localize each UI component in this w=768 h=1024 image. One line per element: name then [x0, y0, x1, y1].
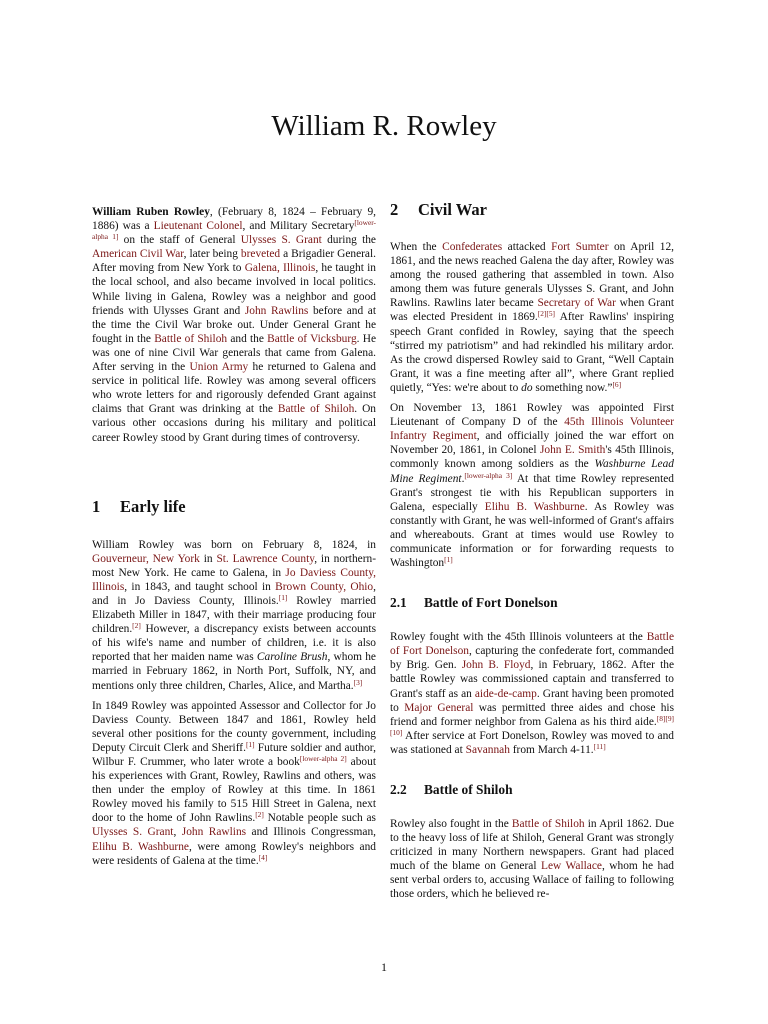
text: . [461, 472, 465, 485]
text: After service at Fort Donelson, Rowley was moved to and was stationed at [390, 729, 674, 756]
page-number: 1 [381, 960, 387, 974]
text: Notable people such as [263, 812, 376, 825]
text: When the [390, 241, 443, 253]
text: . Grant having been promoted to [390, 687, 674, 714]
footnote-ref[interactable]: [lower-alpha 2] [299, 754, 347, 763]
subsection-heading-shiloh [390, 782, 674, 798]
link-american-civil-war[interactable]: American Civil War [92, 248, 184, 261]
link-battle-of-shiloh-3[interactable]: Battle of Shiloh [511, 818, 585, 830]
text: was permitted three aides and chose his friend and former neighbor from Galena as his third aide. [390, 701, 675, 728]
text: , later being [183, 248, 241, 261]
text: in [199, 552, 217, 565]
link-john-rawlins[interactable]: John Rawlins [244, 304, 309, 317]
text: Rowley also fought in the [390, 818, 512, 830]
link-john-e-smith[interactable]: John E. Smith [539, 444, 606, 457]
section-title: Battle of Shiloh [424, 782, 513, 797]
link-confederates[interactable]: Confederates [442, 241, 503, 253]
footnote-ref[interactable]: [lower-alpha 3] [464, 470, 513, 480]
text: attacked [502, 241, 552, 253]
text: about his experiences with Grant, Rowley, Rawlins and others, was then under the employ of Rowley at this time. In 1861 Rowley moved his family to 515 Hill Street in Galena, next door to the home of John Rawlins. [92, 756, 376, 825]
link-breveted[interactable]: breveted [240, 248, 281, 261]
text: , he taught in the local school, and also became involved in local politics. While living in Galena, Rowley was a neighbor and good friends with Ulysses Grant and [92, 262, 376, 317]
text: . He was one of nine Civil War generals that came from Galena. After serving in the [92, 332, 377, 374]
footnote-ref[interactable]: [lower-alpha 1] [92, 218, 377, 242]
link-aide-de-camp[interactable]: aide-de-camp [474, 687, 537, 700]
text: , and officially joined the war effort on November 20, 1861, in Colonel [390, 430, 674, 457]
link-jo-daviess-county[interactable]: Jo Daviess County, Illinois [92, 566, 376, 593]
text: At that time Rowley represented Grant's strongest tie with his Republican supporters in Galena, especially [390, 472, 674, 513]
text: After Rawlins' inspiring speech Grant confided in Rowley, saying that the speech “stirred my patriotism” and had rekindled his military ardor. As the crowd dispersed Rowley said to Grant, “Well Captain Grant, it was a fine meeting after all”, where Grant replied quietly, “Yes: we're about to [390, 311, 674, 394]
link-battle-of-fort-donelson[interactable]: Battle of Fort Donelson [390, 631, 674, 658]
link-battle-of-shiloh-2[interactable]: Battle of Shiloh [277, 403, 355, 416]
text: William Rowley was born on February 8, 1824, in [92, 538, 376, 551]
link-john-rawlins-2[interactable]: John Rawlins [181, 826, 247, 839]
text: , and Military Secretary [242, 220, 355, 233]
text: when Grant was elected President in 1869. [390, 297, 674, 324]
text: and Illinois Congressman, [246, 826, 377, 839]
footnote-ref[interactable]: [2][5] [537, 309, 556, 319]
text: before and at the time the Civil War broke out. Under General Grant he fought in the [92, 304, 376, 345]
text: In 1849 Rowley was appointed Assessor and Collector for Jo Daviess County. Between 1847 and 1861, Rowley held several other positions for the county government, including Deputy Circuit Clerk and Sheriff. [92, 699, 376, 754]
footnote-ref[interactable]: [11] [593, 741, 606, 751]
section-title: Early life [120, 496, 186, 516]
text: on the staff of General [118, 234, 241, 247]
footnote-ref[interactable]: [3] [353, 677, 363, 687]
text: , in 1843, and taught school in [124, 580, 276, 593]
text: something now.” [532, 381, 613, 394]
link-ulysses-grant[interactable]: Ulysses S. Grant [240, 234, 322, 247]
link-45th-illinois[interactable]: 45th Illinois Volunteer Infantry Regiment [390, 416, 674, 443]
link-battle-of-shiloh[interactable]: Battle of Shiloh [154, 332, 228, 345]
section-heading-early-life [92, 497, 376, 517]
link-lieutenant-colonel[interactable]: Lieutenant Colonel [153, 220, 243, 233]
text: in April 1862. Due to the heavy loss of life at Shiloh, General Grant was strongly criticized in many Northern newspapers. Grant had placed much of the blame on General [390, 818, 674, 873]
article-title: William R. Rowley [271, 110, 497, 142]
intro-paragraph [92, 205, 376, 445]
right-column [390, 200, 674, 908]
footnote-ref[interactable]: [1] [245, 739, 255, 749]
text: during the [321, 234, 376, 247]
section-number: 2 [390, 200, 399, 219]
link-fort-sumter[interactable]: Fort Sumter [551, 241, 609, 253]
section-heading-civil-war [390, 200, 674, 220]
text: . On various other occasions during his military and political career Rowley stood by Grant during times of controversy. [92, 403, 376, 444]
text: , capturing the confederate fort, commanded by Brig. Gen. [390, 645, 674, 672]
section-title: Civil War [418, 200, 487, 219]
section-number: 1 [92, 496, 101, 516]
footnote-ref[interactable]: [2] [132, 621, 141, 631]
italic-text: do [521, 381, 533, 394]
section-number: 2.2 [390, 782, 407, 797]
civil-war-paragraph-2 [390, 401, 674, 570]
link-elihu-washburne-2[interactable]: Elihu B. Washburne [484, 500, 585, 513]
link-ulysses-grant-2[interactable]: Ulysses S. Grant [92, 826, 174, 839]
text: , whom he had sent verbal orders to, accusing Wallace of failing to following those orders, which he believed re- [390, 860, 674, 901]
italic-text: Caroline Brush [256, 651, 328, 664]
footnote-ref[interactable]: [2] [255, 810, 264, 820]
early-life-paragraph-1 [92, 538, 376, 693]
italic-text: Washburne Lead Mine Regiment [390, 458, 674, 485]
civil-war-paragraph-1 [390, 240, 674, 395]
link-john-b-floyd[interactable]: John B. Floyd [461, 659, 531, 672]
link-galena-illinois[interactable]: Galena, Illinois [244, 262, 316, 275]
text: on April 12, 1861, and the news reached Galena the day after, Rowley was among the roused gathering that assembled in town. Also among them was future generals Ulysses S. Grant, and John Rawlins. Rawlins later became [390, 241, 675, 310]
footnote-ref[interactable]: [6] [612, 379, 622, 389]
link-union-army[interactable]: Union Army [189, 361, 249, 374]
link-savannah[interactable]: Savannah [465, 743, 510, 756]
section-title: Battle of Fort Donelson [424, 595, 558, 611]
text: , whom he married in February 1862, in North Port, Suffolk, NY, and mentions only three children, Charles, Alice, and Martha. [92, 651, 376, 692]
link-battle-of-vicksburg[interactable]: Battle of Vicksburg [267, 332, 357, 345]
text: from March 4-11. [509, 743, 594, 756]
text: However, a discrepancy exists between accounts of his wife's name and number of children, i.e. it is also reported that her maiden name was [92, 623, 376, 664]
text: Rowley fought with the 45th Illinois volunteers at the [390, 631, 647, 644]
link-secretary-of-war[interactable]: Secretary of War [537, 297, 616, 310]
text: he returned to Galena and service in political life. Rowley was among several officers who wrote letters for and rigorously defended Grant against claims that Grant was drinking at the [92, 361, 376, 416]
text: , (February 8, 1824 – February 9, 1886) was a [92, 206, 376, 233]
text: 's 45th Illinois, commonly known among soldiers as the [390, 444, 674, 471]
text: , were among Rowley's neighbors and were residents of Galena at the time. [92, 840, 376, 867]
text: a Brigadier General. After moving from New York to [92, 248, 376, 275]
link-elihu-washburne[interactable]: Elihu B. Washburne [92, 840, 189, 853]
link-brown-county-ohio[interactable]: Brown County, Ohio [275, 580, 374, 593]
text: and the [227, 332, 268, 345]
text: On November 13, 1861 Rowley was appointed First Lieutenant of Company D of the [390, 402, 674, 429]
subsection-heading-fort-donelson [390, 595, 674, 611]
early-life-paragraph-2 [92, 699, 376, 868]
fort-donelson-paragraph [390, 630, 674, 757]
footnote-ref[interactable]: [8][9][10] [390, 713, 674, 737]
footnote-ref[interactable]: [4] [258, 852, 268, 862]
link-st-lawrence-county[interactable]: St. Lawrence County [216, 552, 315, 565]
text: , in northern-most New York. He came to Galena, in [92, 552, 376, 579]
text: , in February, 1862. After the battle Rowley was commissioned captain and transferred to Grant's staff as an [390, 659, 675, 700]
footnote-ref[interactable]: [1] [278, 592, 288, 602]
text: . As Rowley was constantly with Grant, he was well-informed of Grant's affairs and whereabouts. Grant at times would use Rowley to communicate information or for forwarding requests to Washington [390, 500, 674, 570]
link-major-general[interactable]: Major General [404, 701, 474, 714]
text: Rowley married Elizabeth Miller in 1847, with their marriage producing four children. [92, 594, 376, 636]
left-column [92, 205, 376, 874]
text: , and in Jo Daviess County, Illinois. [92, 580, 376, 607]
section-number: 2.1 [390, 595, 407, 611]
shiloh-paragraph [390, 817, 674, 902]
subject-name: William Ruben Rowley [92, 206, 210, 218]
link-lew-wallace[interactable]: Lew Wallace [541, 860, 602, 873]
text: Future soldier and author, Wilbur F. Crummer, who later wrote a book [92, 741, 376, 768]
link-gouverneur[interactable]: Gouverneur, New York [92, 552, 200, 565]
text: , [173, 826, 182, 839]
footnote-ref[interactable]: [1] [444, 555, 453, 565]
